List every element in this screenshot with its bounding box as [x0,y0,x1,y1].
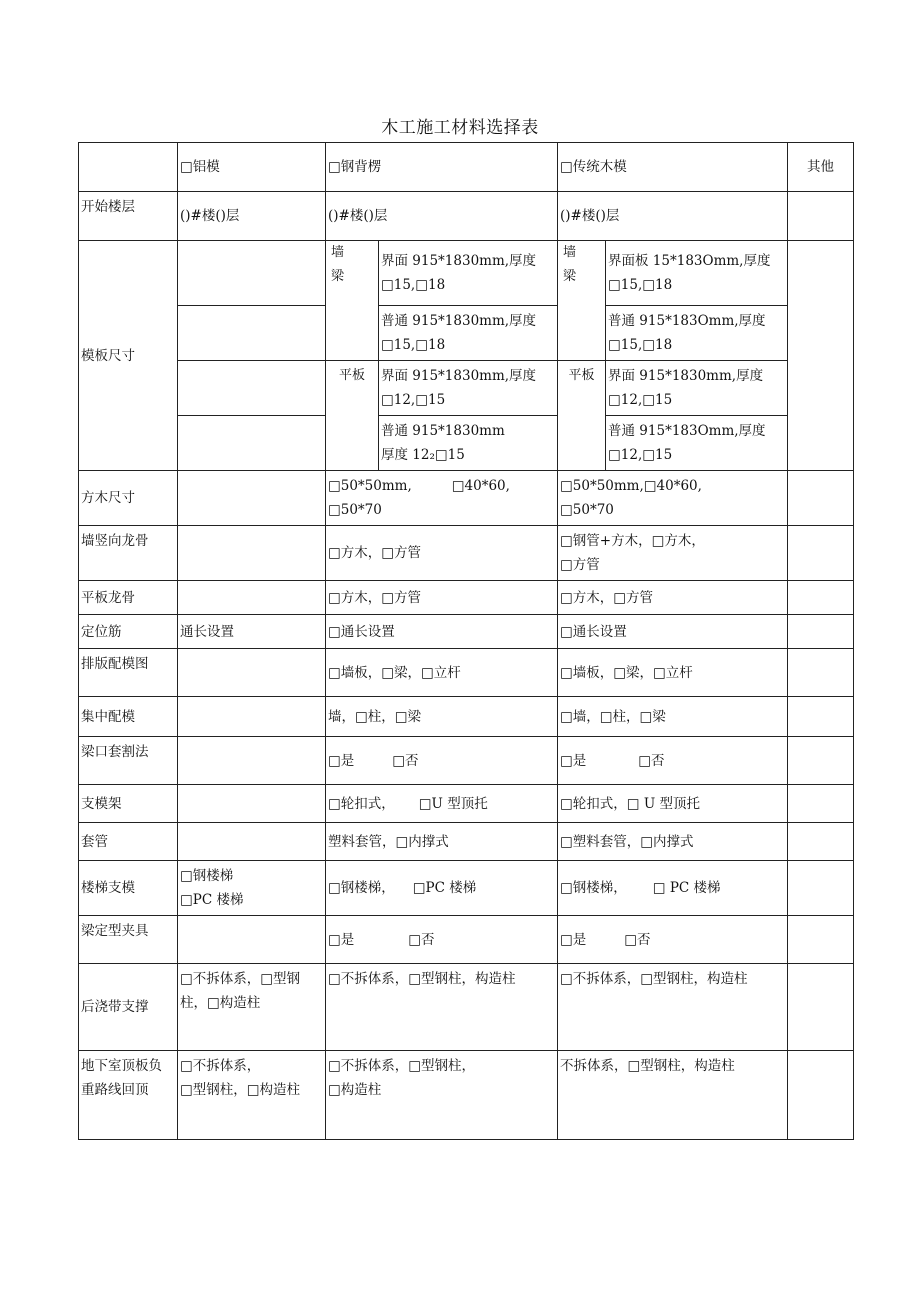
row-label-post-pour: 后浇带支撑 [79,964,178,1051]
page-title: 木工施工材料选择表 [381,118,539,138]
row-label-support-frame: 支模架 [79,785,178,823]
timber-steel-opt1: □50*50mm, [328,478,412,494]
formwork-wood-r2 [606,306,788,361]
formwork-aluminum-r3 [178,361,326,416]
basement-aluminum-line1: □不拆体系， [180,1058,261,1074]
post-pour-other [788,964,854,1051]
central-other [788,697,854,737]
timber-aluminum [178,471,326,526]
stair-wood [558,861,788,916]
row-label-basement-roof [79,1051,178,1140]
header-steel: □钢背楞 [326,143,558,192]
start-floor-steel: ()#楼()层 [326,192,558,241]
header-blank-cell [79,143,178,192]
timber-wood-line1: □50*50mm,□40*60, [560,478,702,494]
table-row [79,649,854,697]
formwork-steel-r4-line1: 普通 915*1830mm [381,423,505,439]
table-row [79,241,854,306]
start-floor-aluminum: ()#楼()层 [178,192,326,241]
start-floor-wood: ()#楼()层 [558,192,788,241]
table-row [79,697,854,737]
clamp-steel [326,916,558,964]
table-row [79,964,854,1051]
wall-stud-wood-line2: □方管 [560,557,600,573]
basement-steel [326,1051,558,1140]
clamp-aluminum [178,916,326,964]
central-steel: 墙，□柱，□梁 [326,697,558,737]
positioning-steel: □通长设置 [326,615,558,649]
table-row [79,581,854,615]
table-row [79,416,854,471]
beam-cut-wood-yes: □是 [560,752,587,769]
formwork-steel-r1-line1: 界面 915*1830mm,厚度 [381,253,537,269]
formwork-aluminum-r1 [178,241,326,306]
stair-steel-opt1: □钢楼梯， [328,880,395,896]
row-label-positioning-bar: 定位筋 [79,615,178,649]
slab-joist-steel: □方木，□方管 [326,581,558,615]
table-row [79,861,854,916]
stair-steel [326,861,558,916]
beam-cut-wood [558,737,788,785]
row-label-formwork-size: 模板尺寸 [79,241,178,471]
clamp-wood-yes: □是 [560,931,587,948]
timber-steel-opt2: □40*60, [451,478,510,494]
formwork-steel-r1-line2: □15,□18 [381,277,446,293]
table-row [79,471,854,526]
formwork-wood-r4-line1: 普通 915*183Omm,厚度 [608,423,766,439]
positioning-aluminum: 通长设置 [178,615,326,649]
timber-other [788,471,854,526]
basement-label-line2: 重路线回顶 [81,1082,149,1098]
clamp-steel-no: □否 [408,931,435,948]
wall-stud-aluminum [178,526,326,581]
central-aluminum [178,697,326,737]
basement-aluminum [178,1051,326,1140]
post-pour-aluminum-line1: □不拆体系，□型钢 [180,971,301,987]
stair-steel-opt2: □PC 楼梯 [412,880,477,896]
basement-other [788,1051,854,1140]
formwork-wood-r2-line2: □15,□18 [608,337,673,353]
beam-cut-other [788,737,854,785]
sleeve-steel: 塑料套管，□内撑式 [326,823,558,861]
clamp-wood [558,916,788,964]
central-wood: □墙，□柱，□梁 [558,697,788,737]
clamp-wood-no: □否 [624,931,651,948]
table-row [79,615,854,649]
wall-stud-other [788,526,854,581]
row-label-slab-joist: 平板龙骨 [79,581,178,615]
formwork-wood-r2-line1: 普通 915*183Omm,厚度 [608,313,766,329]
wall-stud-wood-line1: □钢管+方木，□方木， [560,533,705,549]
row-label-central-mold: 集中配模 [79,697,178,737]
wall-stud-steel: □方木，□方管 [326,526,558,581]
basement-label-line1: 地下室顶板负 [81,1058,162,1074]
table-header-row [79,143,854,192]
clamp-other [788,916,854,964]
table-row [79,306,854,361]
stair-wood-opt2: □ PC 楼梯 [652,880,721,896]
formwork-steel-r4 [379,416,558,471]
row-label-wall-stud: 墙竖向龙骨 [79,526,178,581]
table-row [79,785,854,823]
formwork-steel-wall-beam-label [326,241,379,361]
table-row [79,361,854,416]
table-row [79,192,854,241]
basement-steel-line2: □构造柱 [328,1082,382,1098]
wall-beam-text: 墙梁 [563,245,577,284]
slab-joist-aluminum [178,581,326,615]
beam-cut-steel-yes: □是 [328,752,355,769]
positioning-wood: □通长设置 [558,615,788,649]
beam-cut-aluminum [178,737,326,785]
formwork-wood-wall-beam-label [558,241,606,361]
layout-aluminum [178,649,326,697]
beam-cut-steel [326,737,558,785]
post-pour-wood: □不拆体系，□型钢柱，构造柱 [558,964,788,1051]
timber-steel-opt3: □50*70 [328,502,382,518]
formwork-wood-r1 [606,241,788,306]
row-label-beam-cut: 梁口套割法 [79,737,178,785]
formwork-steel-r2 [379,306,558,361]
header-wood: □传统木模 [558,143,788,192]
sleeve-wood: □塑料套管，□内撑式 [558,823,788,861]
formwork-steel-r3 [379,361,558,416]
timber-steel [326,471,558,526]
layout-other [788,649,854,697]
row-label-stair-formwork: 楼梯支模 [79,861,178,916]
positioning-other [788,615,854,649]
table-row [79,916,854,964]
formwork-other [788,241,854,471]
stair-other [788,861,854,916]
table-row [79,737,854,785]
support-steel [326,785,558,823]
formwork-wood-r3 [606,361,788,416]
row-label-beam-clamp: 梁定型夹具 [79,916,178,964]
formwork-wood-r1-line1: 界面板 15*183Omm,厚度 [608,253,771,269]
row-label-start-floor: 开始楼层 [79,192,178,241]
layout-steel: □墙板，□梁，□立杆 [326,649,558,697]
slab-joist-wood: □方木，□方管 [558,581,788,615]
formwork-aluminum-r4 [178,416,326,471]
row-label-layout-drawing: 排版配模图 [79,649,178,697]
stair-aluminum-line1: □钢楼梯 [180,868,234,884]
sleeve-other [788,823,854,861]
support-aluminum [178,785,326,823]
support-other [788,785,854,823]
material-selection-table [78,142,854,1140]
formwork-steel-r2-line1: 普通 915*1830mm,厚度 [381,313,537,329]
formwork-steel-r4-line2: 厚度 12₂□15 [381,447,465,463]
wall-stud-wood [558,526,788,581]
formwork-steel-r3-line1: 界面 915*1830mm,厚度 [381,368,537,384]
basement-aluminum-line2: □型钢柱，□构造柱 [180,1082,301,1098]
formwork-wood-r4 [606,416,788,471]
stair-aluminum-line2: □PC 楼梯 [180,892,244,908]
formwork-steel-r3-line2: □12,□15 [381,392,446,408]
formwork-wood-r3-line1: 界面 915*1830mm,厚度 [608,368,764,384]
formwork-wood-r1-line2: □15,□18 [608,277,673,293]
stair-wood-opt1: □钢楼梯， [560,880,627,896]
table-row [79,1051,854,1140]
formwork-wood-slab-label: 平板 [558,361,606,471]
header-other: 其他 [788,143,854,192]
beam-cut-steel-no: □否 [392,752,419,769]
beam-cut-wood-no: □否 [638,752,665,769]
table-row [79,823,854,861]
support-steel-opt1: □轮扣式， [328,795,395,812]
timber-wood-line2: □50*70 [560,502,614,518]
formwork-wood-r3-line2: □12,□15 [608,392,673,408]
slab-joist-other [788,581,854,615]
row-label-timber-size: 方木尺寸 [79,471,178,526]
post-pour-steel: □不拆体系，□型钢柱，构造柱 [326,964,558,1051]
formwork-wood-r4-line2: □12,□15 [608,447,673,463]
formwork-steel-r2-line2: □15,□18 [381,337,446,353]
wall-beam-text: 墙梁 [331,245,345,284]
start-floor-other [788,192,854,241]
header-aluminum: □铝模 [178,143,326,192]
support-wood: □轮扣式，□ U 型顶托 [558,785,788,823]
sleeve-aluminum [178,823,326,861]
formwork-steel-r1 [379,241,558,306]
formwork-aluminum-r2 [178,306,326,361]
stair-aluminum [178,861,326,916]
basement-wood: 不拆体系，□型钢柱，构造柱 [558,1051,788,1140]
layout-wood: □墙板，□梁，□立杆 [558,649,788,697]
table-row [79,526,854,581]
basement-steel-line1: □不拆体系，□型钢柱， [328,1058,476,1074]
clamp-steel-yes: □是 [328,931,355,948]
post-pour-aluminum-line2: 柱，□构造柱 [180,995,261,1011]
support-steel-opt2: □U 型顶托 [418,795,488,812]
post-pour-aluminum [178,964,326,1051]
formwork-steel-slab-label: 平板 [326,361,379,471]
timber-wood [558,471,788,526]
row-label-sleeve: 套管 [79,823,178,861]
